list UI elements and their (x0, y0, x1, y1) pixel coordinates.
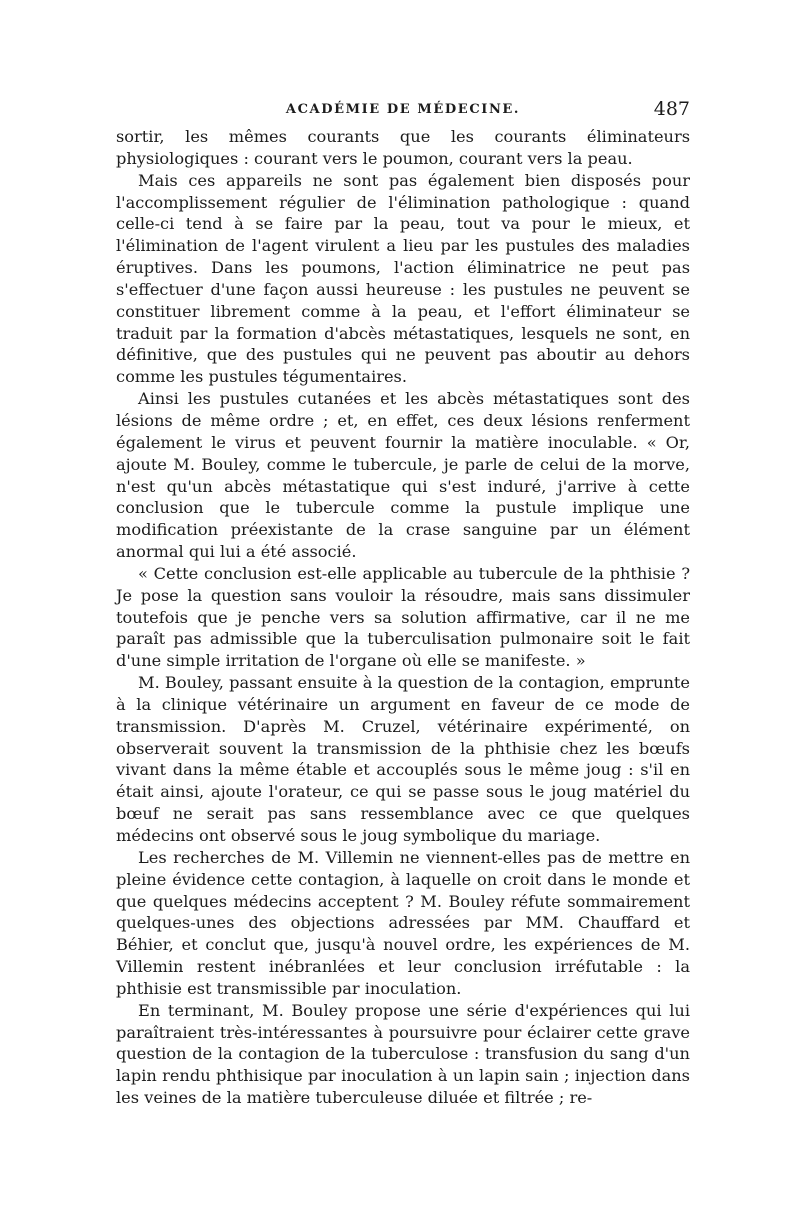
page-header (116, 68, 690, 120)
paragraph: M. Bouley, passant ensuite à la question de la contagion, emprunte à la clinique vétérinaire un argument en faveur de ce mode de transmission. D'après M. Cruzel, vétérinaire expérimenté, on observerait souvent la transmission de la phthisie chez les bœufs vivant dans la même étable et accouplés sous le même joug : s'il en était ainsi, ajoute l'orateur, ce qui se passe sous le joug matériel du bœuf ne serait pas sans ressemblance avec ce que quelques médecins ont observé sous le joug symbolique du mariage. (116, 673, 690, 845)
running-title: ACADÉMIE DE MÉDECINE. (285, 102, 521, 117)
paragraph: Mais ces appareils ne sont pas également bien disposés pour l'accomplissement régulier de l'élimination pathologique : quand celle-ci tend à se faire par la peau, tout va pour le mieux, et l'élimination de l'agent virulent a lieu par les pustules des maladies éruptives. Dans les poumons, l'action éliminatrice ne peut pas s'effectuer d'une façon aussi heureuse : les pustules ne peuvent se constituer librement comme à la peau, et l'effort éliminateur se traduit par la formation d'abcès métastatiques, lesquels ne sont, en définitive, que des pustules qui ne peuvent pas aboutir au dehors comme les pustules tégumentaires. (116, 170, 690, 387)
paragraph-continued: sortir, les mêmes courants que les courants éliminateurs physiologiques : courant vers le poumon, courant vers la peau. (116, 127, 690, 168)
page-number: 487 (653, 98, 690, 120)
book-page (116, 68, 690, 1108)
body-text (116, 126, 690, 1109)
paragraph: « Cette conclusion est-elle applicable au tubercule de la phthisie ? Je pose la question sans vouloir la résoudre, mais sans dissimuler toutefois que je penche vers sa solution affirmative, car il ne me paraît pas admissible que la tuberculisation pulmonaire soit le fait d'une simple irritation de l'organe où elle se manifeste. » (116, 563, 690, 671)
paragraph: En terminant, M. Bouley propose une série d'expériences qui lui paraîtraient très-intéressantes à poursuivre pour éclairer cette grave question de la contagion de la tuberculose : transfusion du sang d'un lapin rendu phthisique par inoculation à un lapin sain ; injection dans les veines de la matière tuberculeuse diluée et filtrée ; re- (116, 1000, 690, 1108)
paragraph: Les recherches de M. Villemin ne viennent-elles pas de mettre en pleine évidence cette contagion, à laquelle on croit dans le monde et que quelques médecins acceptent ? M. Bouley réfute sommairement quelques-unes des objections adressées par MM. Chauffard et Béhier, et conclut que, jusqu'à nouvel ordre, les expériences de M. Villemin restent inébranlées et leur conclusion irréfutable : la phthisie est transmissible par inoculation. (116, 847, 690, 998)
paragraph: Ainsi les pustules cutanées et les abcès métastatiques sont des lésions de même ordre ; et, en effet, ces deux lésions renferment également le virus et peuvent fournir la matière inoculable. « Or, ajoute M. Bouley, comme le tubercule, je parle de celui de la morve, n'est qu'un abcès métastatique qui s'est induré, j'arrive à cette conclusion que le tubercule comme la pustule implique une modification préexistante de la crase sanguine par un élément anormal qui lui a été associé. (116, 389, 690, 562)
